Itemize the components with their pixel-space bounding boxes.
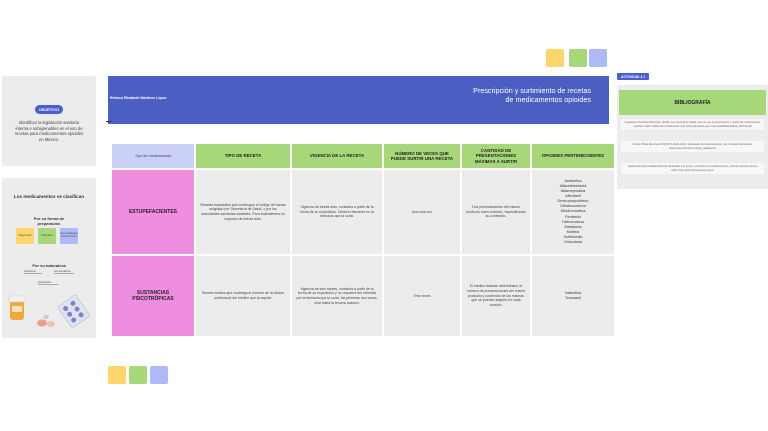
swatch-yellow [108,366,126,384]
opioid-item: Tramadol [565,296,581,300]
opioid-item: Dihidrocodeína [560,204,586,209]
header-cantidad: CANTIDAD DE PRESENTACIONES MÁXIMAS A SURTIR [462,144,530,168]
header-tipo-medicamento: Tipo de medicamento [112,144,194,168]
cell-veces: Tres veces [384,256,460,336]
row-type-estupefacientes: ESTUPEFACIENTES [112,170,194,254]
objective-badge: OBJETIVO [35,105,63,114]
opioid-item: Dihidromorfina [560,209,586,214]
by-preparation-label: Por su forma de preparación [33,216,65,227]
reference-item: Legislación Sanitaria Mexicana. (2018). Ley General de Salud, para su uso de prescripción y receta de medicamentos opioides. Diario Oficial de la Federación. http://www.diputados.gob.mx/LeyesBiblio/pdf/142_120718.pdf [621,119,764,130]
nature-item-homeopaticos: Homeopáticos [54,270,74,274]
prep-item-oficinales: Oficinales [38,228,56,244]
opioid-item: Hidrocodona [562,219,584,224]
title-line-2: de medicamentos opioides [505,95,591,104]
header-divider [106,121,111,122]
row-type-psicotropicas: SUSTANCIAS PSICOTRÓPICAS [112,256,194,336]
pills-illustration [4,290,90,334]
swatch-green [569,49,587,67]
classification-card [2,178,96,338]
bibliography-title: BIBLIOGRAFÍA [619,90,766,115]
bibliography-card [617,85,768,189]
reference-item: Norma Oficial Mexicana NOM-072-SSA1-2012. Etiquetado de medicamentos y de remedios herbolarios. https://www.dof.gob.mx/nota_detalle.php [621,141,764,152]
prescription-table [110,142,607,338]
cell-veces: Una sola vez [384,170,460,254]
reference-item: Suplemento para establecimientos dedicados a la venta y suministro de medicamentos y demás insumos para la salud. http://www.farmacopea.org.mx [621,163,764,174]
objective-text: Identificar la legislación sanitaria interna e suhigienables en el uso de recetas para medicamentos opioides en México. [14,120,84,143]
header-tipo-receta: TIPO DE RECETA [196,144,290,168]
nature-item-alopaticos: Alopáticos [24,270,42,274]
title-line-1: Prescripción y surtimiento de recetas [473,86,591,95]
cell-opioides [532,170,614,254]
cell-opioides [532,256,614,336]
opioid-item: Alfameprodina [560,188,586,193]
opioid-item: Metadona [564,224,582,229]
prep-item-especialidades: Especialidades farmacéuticas [60,228,78,244]
header-numero-veces: NÚMERO DE VECES QUE PUEDE SURTIR UNA RECETA [384,144,460,168]
opioid-item: Dextropropoxifeno [557,199,589,204]
author-name: Rebeca Elizabeth Martínez López [110,96,167,100]
opioid-item: Oxicodona [563,240,583,245]
swatch-green [129,366,147,384]
opioid-item: Sufentanilo [563,235,583,240]
header-vigencia: VIGENCIA DE LA RECETA [292,144,382,168]
objective-card [2,76,96,166]
cell-vigencia: Vigencia de treinta días, contados a partir de la fecha de su expedición. Deberá retenerse en la farmacia que la surta. [292,170,382,254]
header-opioides: OPIOIDES PERTENECIENTES [532,144,614,168]
cell-receta: Recetas especiales que contengan el código de barras asignado por Secretaría de Salud, o por las autoridades sanitarias estatales. Para tratamientos no mayores de treinta días. [196,170,290,254]
cell-cantidad: El médico tratante determinará, el número de presentaciones del mismo producto y contenido de las mismas que se puedan adquirir en cada ocasión. [462,256,530,336]
prep-item-magistrales: Magistrales [16,228,34,244]
cell-vigencia: Vigencia de seis meses, contados a partir de la fecha de su expedición y no requerirá ser retenida por la farmacia que la surta, las primeras dos veces, sino hasta la tercera ocasión. [292,256,382,336]
opioid-item: Nalbufina [564,290,582,295]
cell-receta: Receta médica que contenga el número de la cédula profesional del médico que la expida. [196,256,290,336]
swatch-blue [589,49,607,67]
page-title [431,86,591,104]
opioid-item: Alfentanil [565,194,581,199]
cell-cantidad: Dos presentaciones del mismo producto como máximo, especificando su contenido. [462,170,530,254]
swatch-yellow [546,49,564,67]
activity-badge: ACTIVIDAD 4.1 [617,73,649,80]
table-row [112,256,614,336]
nature-item-herbolarios: Herbolarios [38,281,58,285]
opioid-item: Alfacetilmetadol [559,183,587,188]
header-bar [108,76,609,124]
table-row [112,170,614,254]
opioid-item: Morfina [566,229,580,234]
opioid-item: Fentanilo [565,214,581,219]
by-nature-label: Por su naturaleza [32,263,66,268]
classification-title: Los medicamentos se clasifican [13,194,85,199]
swatch-blue [150,366,168,384]
opioid-item: Acetorfina [564,178,582,183]
